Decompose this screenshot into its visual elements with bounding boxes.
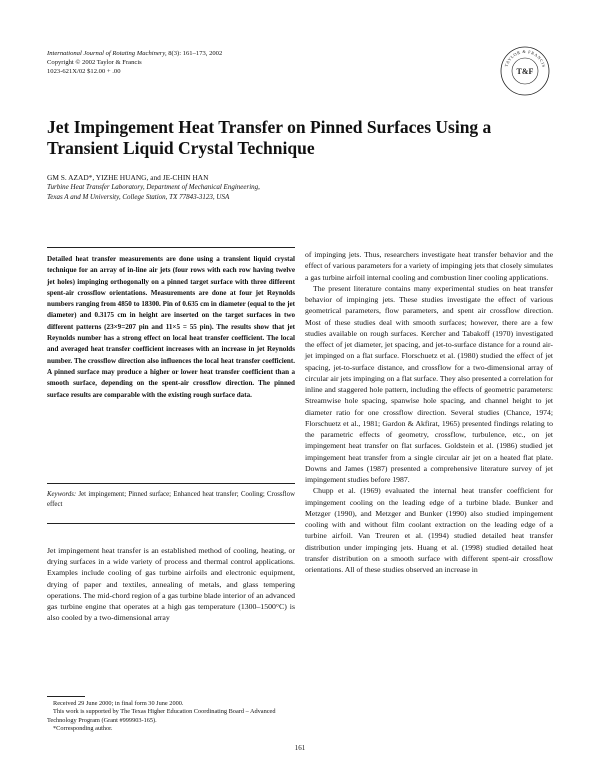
publisher-seal-logo (498, 44, 552, 98)
footnotes (47, 700, 297, 734)
abstract-top-rule (47, 247, 295, 248)
right-column (305, 249, 553, 575)
journal-volume: 8(3): 161–173, 2002 (166, 50, 223, 57)
journal-citation (47, 49, 222, 58)
keywords (47, 490, 295, 509)
copyright-line: Copyright © 2002 Taylor & Francis (47, 59, 142, 66)
keywords-rule (47, 483, 295, 484)
introduction-paragraph: Jet impingement heat transfer is an established method of cooling, heating, or drying surfaces in a wide variety of process and thermal control applications. Examples include cooling of gas turbine airfoils and electronic equipment, drying of paper and textiles, annealing of metals, and glass tempering operations. The mid-chord region of a gas turbine blade interior of an advanced gas turbine engine that operates at a high gas temperature (1300–1500°C) is also cooled by a two-dimensional array (47, 546, 295, 623)
journal-header (47, 49, 222, 76)
keywords-bottom-rule (47, 523, 295, 524)
affiliation (47, 183, 260, 202)
journal-name: International Journal of Rotating Machinery, (47, 50, 167, 57)
footnote-rule (47, 696, 85, 697)
footnote-support: This work is supported by The Texas Higher Education Coordinating Board – Advanced Technology Program (Grant #999903-165). (47, 708, 276, 724)
page-number: 161 (294, 744, 306, 752)
body-paragraph: The present literature contains many experimental studies on heat transfer behavior of impinging jets. These studies investigate the effect of various geometrical parameters, flow parameters, and spent air crossflow direction. Most of these studies deal with smooth surfaces; however, there are a few studies available on rough surfaces. Kercher and Tabakoff (1970) investigated the effect of jet diameter, jet spacing, and jet-to-surface distance for a round air-jet impinged on a flat surface. Florschuetz et al. (1980) studied the effect of jet spacing, jet-to-surface distance, and crossflow for a two-dimensional array of circular air jets impinging on a flat surface. They also presented a correlation for inline and staggered hole pattern, including the effects of geometric parameters: Streamwise hole spacing, spanwise hole spacing, and channel height to jet diameter ratio for one crossflow direction. Several studies (Chance, 1974; Florschuetz et al., 1981; Gardon & Akfirat, 1965) presented findings relating to the parametric effects of geometry, crossflow, turbulence, etc., on jet impingement heat transfer on flat surfaces. Goldstein et al. (1986) studied jet impingement heat transfer from a single circular air jet on a heated flat plate. Downs and James (1987) presented a comprehensive literature survey of jet impingement studies before 1987. (305, 283, 553, 484)
article-title: Jet Impingement Heat Transfer on Pinned Surfaces Using a Transient Liquid Crystal Technique (47, 117, 492, 158)
issn-line: 1023-621X/02 $12.00 + .00 (47, 68, 121, 75)
keywords-list: Jet impingement; Pinned surface; Enhanced heat transfer; Cooling; Crossflow effect (47, 491, 295, 508)
author-list: GM S. AZAD*, YIZHE HUANG, and JE-CHIN HAN (47, 173, 209, 182)
keywords-label: Keywords: (47, 491, 77, 498)
svg-text:T&F: T&F (516, 67, 534, 76)
svg-text:TAYLOR & FRANCIS: TAYLOR & FRANCIS (503, 48, 547, 69)
affiliation-line: Turbine Heat Transfer Laboratory, Department of Mechanical Engineering, (47, 183, 260, 191)
footnote-corresponding: *Corresponding author. (53, 725, 113, 733)
abstract: Detailed heat transfer measurements are done using a transient liquid crystal technique for an array of in-line air jets (four rows with each row having twelve jet holes) impinging orthogonally on a pinned target surface with three different spent-air crossflow orientations. Measurements are done at four jet Reynolds numbers ranging from 4850 to 18300. Pin of 0.635 cm in diameter (equal to the jet diameter) and 0.3175 cm in height are inserted on the target surfaces in two different patterns (23×9=207 pin and 11×5 = 55 pin). The results show that jet Reynolds number has a strong effect on local heat transfer coefficient. The local and averaged heat transfer coefficient increases with an increase in jet Reynolds number. The crossflow direction also influences the local heat transfer coefficient. A pinned surface may produce a higher or lower heat transfer coefficient than a smooth surface, depending on the spent-air crossflow direction. The pinned surface results are comparable with the existing rough surface data. (47, 255, 295, 399)
body-paragraph: Chupp et al. (1969) evaluated the internal heat transfer coefficient for impingement cooling on the leading edge of a turbine blade. Bunker and Metzger (1990), and Metzger and Bunker (1990) also studied impingement cooling with and without film coolant extraction on the leading edge of a turbine airfoil. Van Treuren et al. (1994) studied detailed heat transfer distribution under impinging jets. Huang et al. (1998) studied detailed heat transfer distribution on a smooth surface with different spent-air crossflow orientations. All of these studies observed an increase in (305, 486, 553, 574)
affiliation-line: Texas A and M University, College Station, TX 77843-3123, USA (47, 192, 230, 201)
body-paragraph: of impinging jets. Thus, researchers investigate heat transfer behavior and the effect of various parameters for a variety of impinging jets that closely simulates a gas turbine airfoil internal cooling and combustion liner cooling applications. (305, 250, 553, 282)
footnote-received: Received 29 June 2000; in final form 30 June 2000. (53, 700, 184, 707)
